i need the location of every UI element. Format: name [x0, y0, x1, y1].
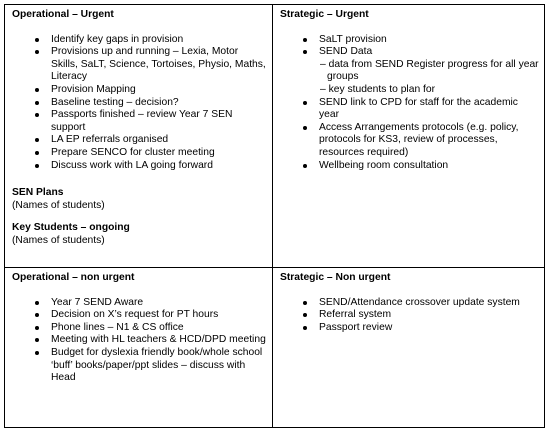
list-item: Year 7 SEND Aware [12, 297, 266, 310]
strategic-urgent-heading: Strategic – Urgent [280, 9, 369, 20]
list-item: Budget for dyslexia friendly book/whole school ‘buff’ books/paper/ppt slides – discuss with Head [12, 347, 266, 385]
sen-plans-text: (Names of students) [12, 199, 105, 211]
sub-list-item: – key students to plan for [320, 83, 436, 95]
list-item: Discuss work with LA going forward [12, 160, 266, 173]
list-item: Baseline testing – decision? [12, 97, 266, 110]
priority-matrix-table [4, 4, 545, 428]
list-item: LA EP referrals organised [12, 134, 266, 147]
list-item: SEND/Attendance crossover update system [280, 297, 539, 310]
list-item: Prepare SENCO for cluster meeting [12, 147, 266, 160]
list-item: SEND link to CPD for staff for the academic year [280, 97, 539, 122]
strategic-urgent-cell [273, 5, 545, 267]
list-item [280, 46, 539, 96]
sub-list-item: – data from SEND Register progress for all year groups [320, 58, 539, 83]
key-students-block [12, 222, 266, 247]
send-data-sublist [319, 59, 539, 97]
strategic-non-urgent-heading: Strategic – Non urgent [280, 272, 391, 283]
list-item: Passports finished – review Year 7 SEN support [12, 109, 266, 134]
list-item: Provision Mapping [12, 84, 266, 97]
strategic-non-urgent-list [280, 297, 539, 335]
list-item: Decision on X’s request for PT hours [12, 309, 266, 322]
key-students-title: Key Students – ongoing [12, 222, 130, 234]
operational-non-urgent-cell [5, 268, 272, 428]
sen-plans-block [12, 187, 266, 212]
operational-non-urgent-heading: Operational – non urgent [12, 272, 135, 283]
list-item: Referral system [280, 309, 539, 322]
list-item: Access Arrangements protocols (e.g. policy, protocols for KS3, review of processes, resources required) [280, 122, 539, 160]
operational-urgent-cell [5, 5, 272, 267]
sen-plans-title: SEN Plans [12, 187, 64, 199]
send-data-label: SEND Data [319, 46, 373, 58]
list-item: Meeting with HL teachers & HCD/DPD meeting [12, 334, 266, 347]
strategic-non-urgent-cell [273, 268, 545, 428]
key-students-text: (Names of students) [12, 234, 105, 246]
list-item: Identify key gaps in provision [12, 34, 266, 47]
operational-non-urgent-list [12, 297, 266, 385]
list-item: Phone lines – N1 & CS office [12, 322, 266, 335]
list-item: SaLT provision [280, 34, 539, 47]
list-item: Wellbeing room consultation [280, 160, 539, 173]
operational-urgent-heading: Operational – Urgent [12, 9, 114, 20]
list-item: Provisions up and running – Lexia, Motor Skills, SaLT, Science, Tortoises, Physio, Maths, Literacy [12, 46, 266, 84]
operational-urgent-list [12, 34, 266, 173]
list-item: Passport review [280, 322, 539, 335]
strategic-urgent-list [280, 34, 539, 173]
